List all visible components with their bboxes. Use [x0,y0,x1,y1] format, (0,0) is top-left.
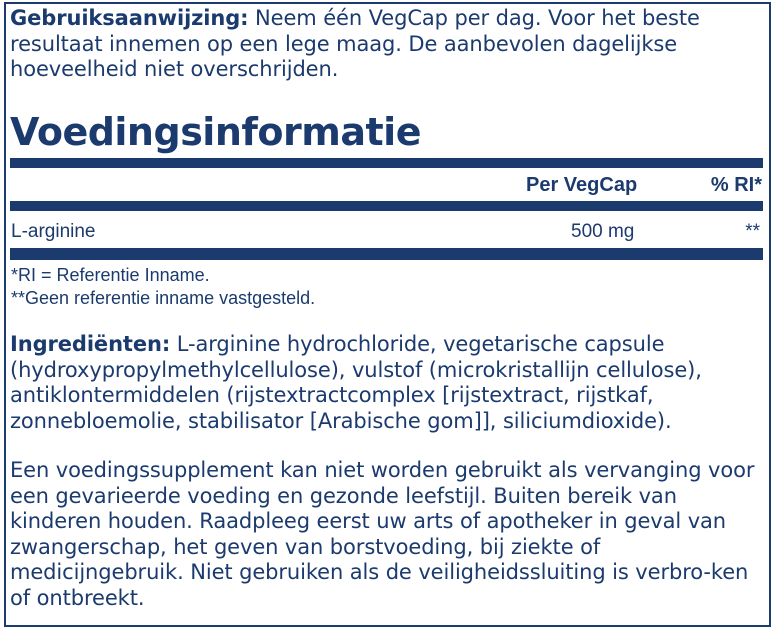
column-header-ri: % RI* [710,174,762,196]
column-header-per-vegcap: Per VegCap [526,174,638,196]
usage-heading: Gebruiksaanwijzing: [10,6,249,30]
usage-text: Neem één VegCap per dag. Voor het beste resultaat innemen op een lege maag. De aanbevolen dagelijkse hoeveelheid niet overschrijden. [10,6,700,81]
warning-text: Een voedingssupplement kan niet worden gebruikt als vervanging voor een gevarieerde voeding en gezonde leefstijl. Buiten bereik van kinderen houden. Raadpleeg eerst uw arts of apotheker in geval van zwangerschap, het geven van borstvoeding, bij ziekte of medicijngebruik. Niet gebruiken als de veiligheidssluiting is verbro-ken of ontbreekt. [10,458,755,610]
ingredients-text: L-arginine hydrochloride, vegetarische capsule (hydroxypropylmethylcellulose), vulstof (microkristallijn cellulose), antiklontermiddelen (rijstextractcomplex [rijstextract, rijstkaf, zonnebloemolie, stabilisator [Arabische gom]], siliciumdioxide). [10,332,702,433]
table-header-rule [10,201,763,211]
footnote-ri: *RI = Referentie Inname. [11,265,210,285]
table-top-rule [10,158,763,168]
ingredients-heading: Ingrediënten: [10,332,171,356]
nutrition-title: Voedingsinformatie [10,110,421,154]
ingredients-section [10,332,765,434]
usage-instructions [10,6,765,83]
nutrient-amount: 500 mg [571,221,635,242]
nutrient-ri: ** [745,221,760,242]
table-bottom-rule [10,248,763,260]
nutrient-name: L-arginine [11,221,96,242]
footnote-no-ri: **Geen referentie inname vastgesteld. [11,288,316,308]
